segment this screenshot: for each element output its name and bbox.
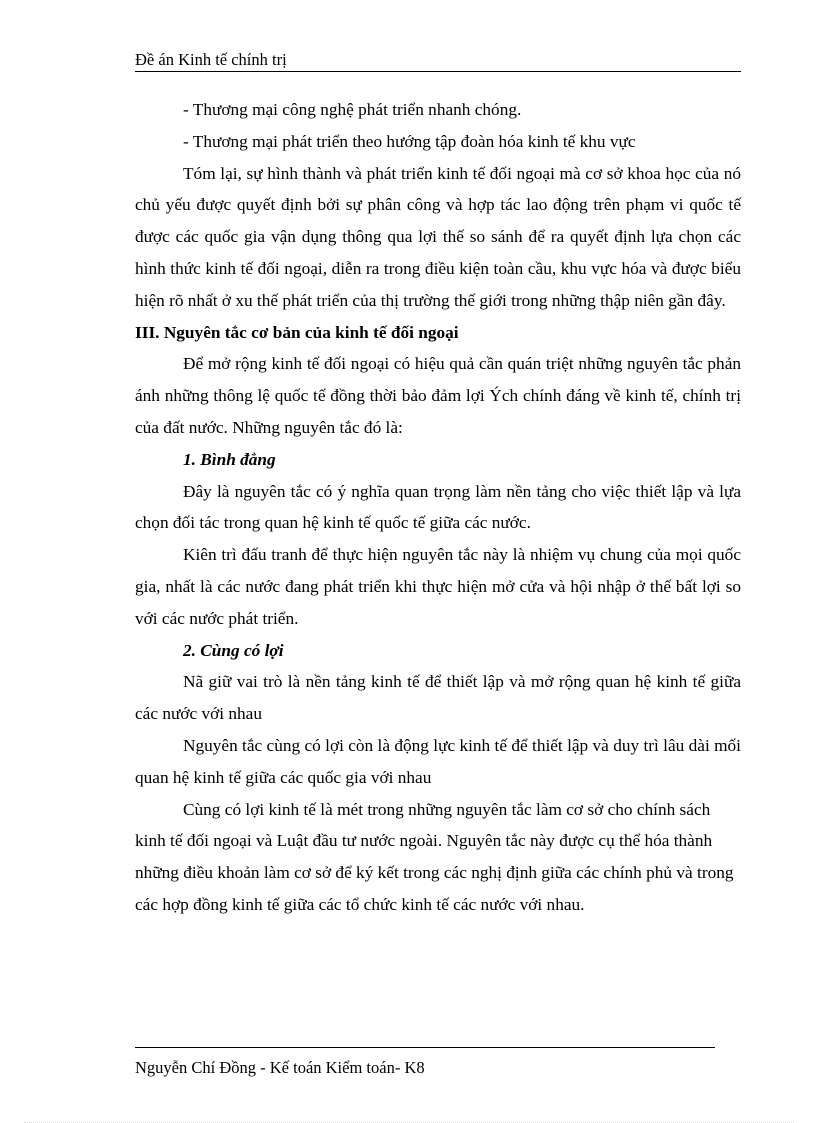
bullet-technology-trade: - Thương mại công nghệ phát triển nhanh chóng. (183, 100, 522, 119)
paragraph-mutual-benefit-role: Nã giữ vai trò là nền tảng kinh tế để thiết lập và mở rộng quan hệ kinh tế giữa các nước với nhau (135, 672, 741, 724)
paragraph-equality-struggle: Kiên trì đấu tranh để thực hiện nguyên tắc này là nhiệm vụ chung của mọi quốc gia, nhất là các nước đang phát triển khi thực hiện mở cửa và hội nhập ở thế bất lợi so với các nước phát triển. (135, 545, 741, 628)
paragraph-equality-importance: Đây là nguyên tắc có ý nghĩa quan trọng làm nền tảng cho việc thiết lập và lựa chọn đối tác trong quan hệ kinh tế quốc tế giữa các nước. (135, 481, 741, 533)
page-header: Đề án Kinh tế chính trị (135, 50, 741, 72)
paragraph-summary: Tóm lại, sự hình thành và phát triển kinh tế đối ngoại mà cơ sở khoa học của nó chủ yếu được quyết định bởi sự phân công và hợp tác lao động trên phạm vi quốc tế được các quốc gia vận dụng thông qua lợi thế so sánh để ra quyết định lựa chọn các hình thức kinh tế đối ngoại, diễn ra trong điều kiện toàn cầu, khu vực hóa và được biểu hiện rõ nhất ở xu thế phát triển của thị trường thế giới trong những thập niên gần đây. (135, 163, 741, 310)
paragraph-mutual-benefit-motive: Nguyên tắc cùng có lợi còn là động lực kinh tế để thiết lập và duy trì lâu dài mối quan hệ kinh tế giữa các quốc gia với nhau (135, 735, 741, 787)
subheading-mutual-benefit: 2. Cùng có lợi (183, 640, 284, 660)
paragraph-principles-intro: Để mở rộng kinh tế đối ngoại có hiệu quả cần quán triệt những nguyên tắc phản ánh những thông lệ quốc tế đồng thời bảo đảm lợi Ých chính đáng về kinh tế, chính trị của đất nước. Những nguyên tắc đó là: (135, 354, 741, 437)
page-footer: Nguyễn Chí Đồng - Kế toán Kiểm toán- K8 (135, 1047, 715, 1078)
section-heading: III. Nguyên tắc cơ bản của kinh tế đối ngoại (135, 322, 459, 342)
paragraph-mutual-benefit-policy: Cùng có lợi kinh tế là mét trong những nguyên tắc làm cơ sở cho chính sách kinh tế đối ngoại và Luật đầu tư nước ngoài. Nguyên tắc này được cụ thể hóa thành những điều khoản làm cơ sở để ký kết trong các nghị định giữa các chính phủ và trong các hợp đồng kinh tế giữa các tổ chức kinh tế các nước với nhau. (135, 799, 734, 914)
document-body (135, 94, 741, 921)
subheading-equality: 1. Bình đẳng (183, 449, 276, 469)
bullet-regional-trade: - Thương mại phát triển theo hướng tập đoàn hóa kinh tế khu vực (183, 131, 636, 151)
